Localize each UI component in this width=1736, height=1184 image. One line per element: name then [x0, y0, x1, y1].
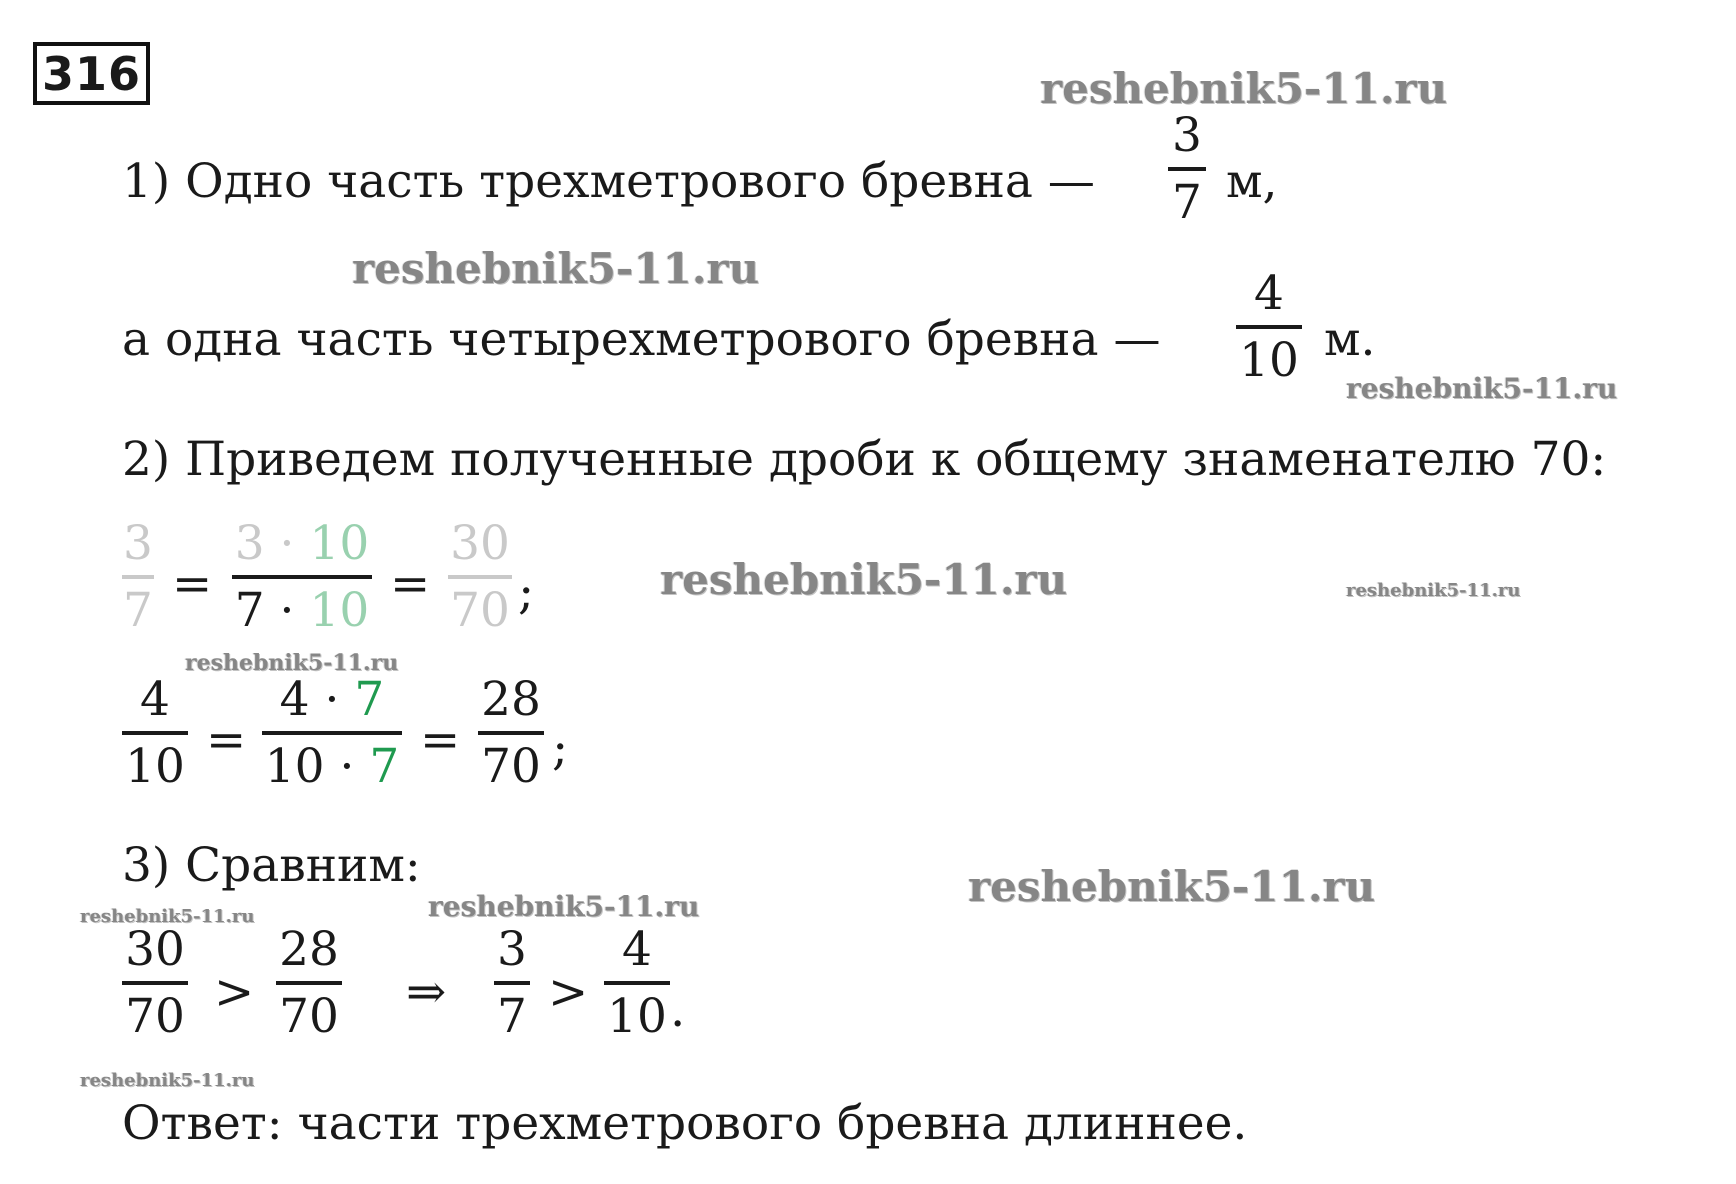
watermark: reshebnik5-11.ru [968, 862, 1376, 911]
fraction-bar [122, 981, 188, 985]
numerator: 30 [125, 922, 185, 977]
numerator [232, 516, 372, 571]
answer-text: Ответ: части трехметрового бревна длиннее. [122, 1096, 1248, 1151]
implies-arrow: ⇒ [406, 964, 447, 1020]
fraction-bar [232, 575, 372, 579]
numerator: 4 [140, 672, 170, 727]
denominator-base: 10 · [264, 739, 370, 794]
semicolon: ; [518, 564, 535, 620]
step1-line1: 1) Одно часть трехметрового бревна — [122, 154, 1095, 209]
fraction-3-7 [1168, 108, 1206, 230]
numerator-factor: 7 [354, 672, 385, 727]
step3-text: 3) Сравним: [122, 838, 421, 893]
numerator-base: 3 · [234, 516, 310, 571]
denominator [262, 739, 402, 794]
fraction-3x10-7x10 [232, 516, 372, 638]
fraction-28-70 [478, 672, 544, 794]
watermark: reshebnik5-11.ru [1040, 64, 1448, 113]
denominator-factor: 7 [369, 739, 400, 794]
denominator: 70 [450, 583, 510, 638]
fraction-3-7 [122, 516, 154, 638]
greater-than-sign: > [214, 964, 255, 1020]
denominator: 70 [125, 989, 185, 1044]
denominator: 70 [279, 989, 339, 1044]
denominator: 7 [497, 989, 527, 1044]
equals-sign: = [172, 556, 213, 612]
equals-sign: = [390, 556, 431, 612]
numerator: 30 [450, 516, 510, 571]
fraction-bar [1168, 167, 1206, 171]
numerator: 4 [1254, 266, 1284, 321]
fraction-4-10 [122, 672, 188, 794]
numerator [262, 672, 402, 727]
numerator-factor: 10 [309, 516, 370, 571]
denominator: 70 [481, 739, 541, 794]
watermark: reshebnik5-11.ru [1346, 372, 1618, 405]
fraction-4-10 [604, 922, 670, 1044]
denominator-factor: 10 [309, 583, 370, 638]
step1-line2: а одна часть четырехметрового бревна — [122, 312, 1161, 367]
watermark: reshebnik5-11.ru [1346, 580, 1521, 601]
watermark: reshebnik5-11.ru [352, 244, 760, 293]
watermark: reshebnik5-11.ru [185, 650, 399, 676]
fraction-bar [122, 731, 188, 735]
fraction-30-70 [448, 516, 512, 638]
period: . [670, 982, 686, 1038]
watermark: reshebnik5-11.ru [660, 555, 1068, 604]
denominator: 10 [1239, 333, 1299, 388]
numerator-base: 4 · [279, 672, 355, 727]
fraction-bar [494, 981, 530, 985]
semicolon: ; [552, 720, 569, 776]
problem-number: 316 [33, 42, 150, 105]
step2-text: 2) Приведем полученные дроби к общему знаменателю 70: [122, 432, 1607, 487]
unit-label: м. [1324, 312, 1376, 367]
fraction-4x7-10x7 [262, 672, 402, 794]
fraction-bar [276, 981, 342, 985]
equals-sign: = [420, 712, 461, 768]
denominator [232, 583, 372, 638]
numerator: 28 [481, 672, 541, 727]
denominator: 7 [123, 583, 153, 638]
fraction-bar [604, 981, 670, 985]
fraction-3-7 [494, 922, 530, 1044]
fraction-bar [448, 575, 512, 579]
watermark: reshebnik5-11.ru [80, 1070, 255, 1091]
fraction-4-10 [1236, 266, 1302, 388]
fraction-bar [478, 731, 544, 735]
fraction-28-70 [276, 922, 342, 1044]
fraction-bar [262, 731, 402, 735]
numerator: 4 [622, 922, 652, 977]
greater-than-sign: > [548, 964, 589, 1020]
fraction-bar [122, 575, 154, 579]
denominator: 7 [1172, 175, 1202, 230]
numerator: 3 [1172, 108, 1202, 163]
fraction-bar [1236, 325, 1302, 329]
watermark: reshebnik5-11.ru [80, 906, 255, 927]
numerator: 3 [123, 516, 153, 571]
denominator-base: 7 · [234, 583, 310, 638]
numerator: 28 [279, 922, 339, 977]
watermark: reshebnik5-11.ru [428, 890, 700, 923]
equals-sign: = [206, 712, 247, 768]
unit-label: м, [1226, 154, 1278, 209]
numerator: 3 [497, 922, 527, 977]
denominator: 10 [125, 739, 185, 794]
denominator: 10 [607, 989, 667, 1044]
fraction-30-70 [122, 922, 188, 1044]
